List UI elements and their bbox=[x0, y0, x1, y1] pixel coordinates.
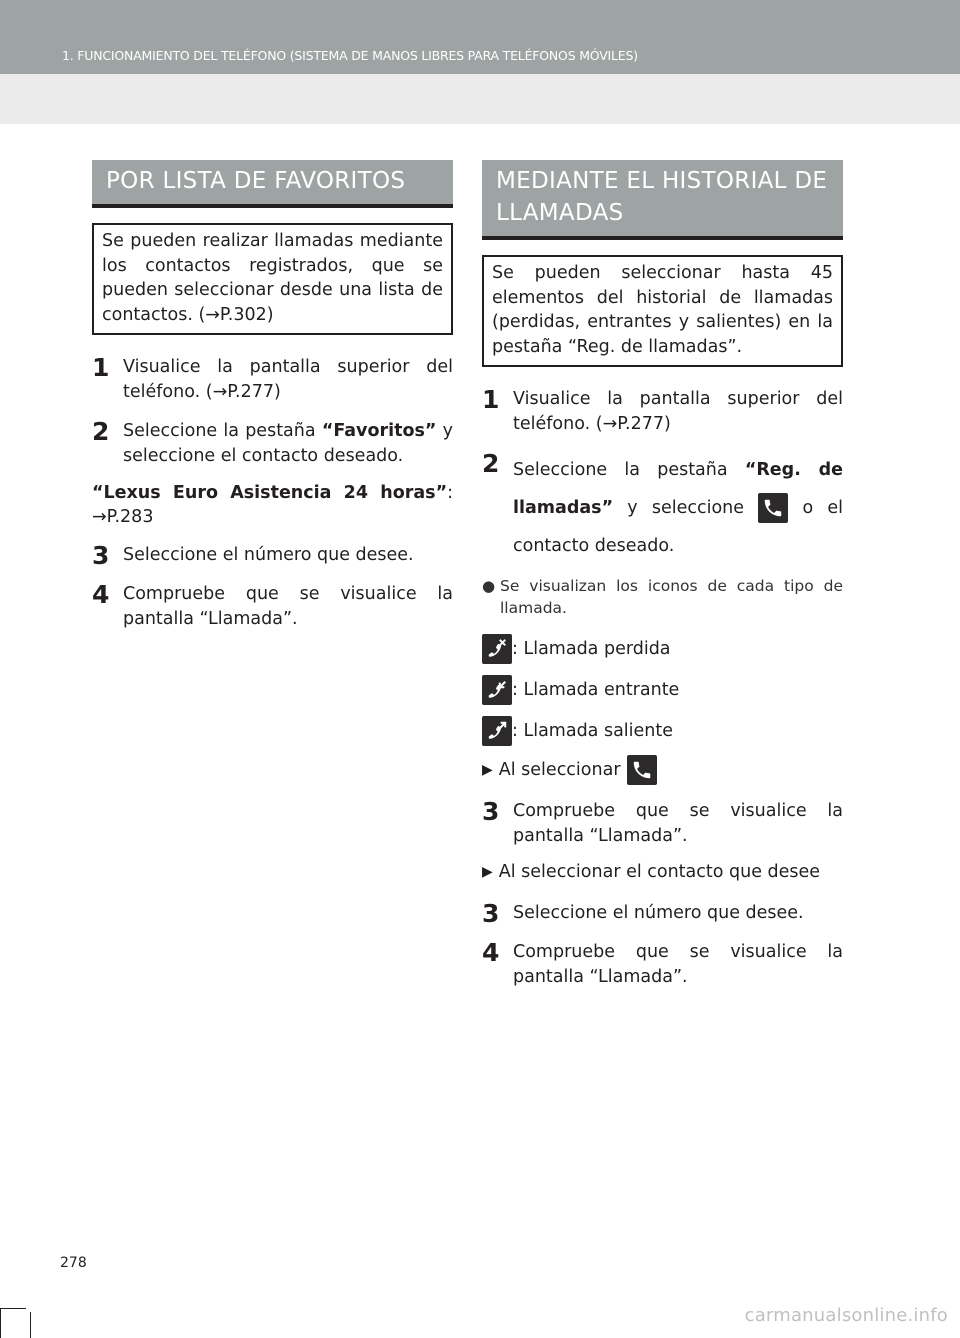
step-text: Visualice la pantalla superior del teléfono. (→P.277) bbox=[123, 357, 453, 402]
step-4 bbox=[482, 940, 843, 990]
missed-call-icon bbox=[482, 634, 512, 664]
step-1 bbox=[482, 387, 843, 437]
tab-name-favorites: “Favoritos” bbox=[321, 421, 437, 441]
crop-mark bbox=[30, 1312, 31, 1338]
page-number: 278 bbox=[60, 1255, 87, 1271]
step-3-contact bbox=[482, 901, 843, 926]
step-text-part: Seleccione la pestaña bbox=[123, 421, 322, 441]
incoming-call-icon bbox=[482, 675, 512, 705]
step-text-part: o el contacto deseado. bbox=[513, 498, 843, 556]
step-text bbox=[513, 451, 843, 565]
triangle-arrow-icon: ▶ bbox=[482, 864, 493, 880]
step-text bbox=[123, 419, 453, 469]
step-number: 4 bbox=[482, 938, 500, 967]
phone-icon bbox=[627, 755, 657, 785]
subsection-text: Al seleccionar bbox=[498, 760, 621, 780]
step-number: 4 bbox=[92, 580, 110, 609]
step-number: 1 bbox=[92, 353, 110, 382]
step-1 bbox=[92, 355, 453, 405]
step-text: Compruebe que se visualice la pantalla “Llamada”. bbox=[123, 584, 453, 629]
step-number: 2 bbox=[92, 417, 110, 446]
bullet-dot: ● bbox=[482, 577, 496, 595]
note-label: “Lexus Euro Asistencia 24 horas” bbox=[92, 483, 448, 503]
step-text: Compruebe que se visualice la pantalla “Llamada”. bbox=[513, 801, 843, 846]
subsection-select-contact bbox=[482, 857, 843, 887]
step-number: 1 bbox=[482, 385, 500, 414]
step-text: Seleccione el número que desee. bbox=[513, 903, 804, 923]
triangle-arrow-icon: ▶ bbox=[482, 762, 493, 778]
crop-mark bbox=[0, 1308, 1, 1338]
section-heading-favorites: POR LISTA DE FAVORITOS bbox=[92, 160, 453, 208]
step-text: Seleccione el número que desee. bbox=[123, 545, 414, 565]
chapter-title: 1. FUNCIONAMIENTO DEL TELÉFONO (SISTEMA DE MANOS LIBRES PARA TELÉFONOS MÓVILES) bbox=[62, 48, 638, 63]
step-number: 3 bbox=[482, 797, 500, 826]
intro-box: Se pueden realizar llamadas mediante los contactos registrados, que se pueden seleccionar desde una lista de contactos. (→P.302) bbox=[92, 223, 453, 335]
left-column bbox=[92, 160, 453, 632]
phone-icon bbox=[758, 493, 788, 523]
legend-missed bbox=[482, 633, 843, 665]
step-number: 3 bbox=[92, 541, 110, 570]
subsection-select-phone bbox=[482, 755, 843, 785]
step-number: 2 bbox=[482, 449, 500, 478]
bullet-icons-note bbox=[482, 575, 843, 619]
step-3-phone bbox=[482, 799, 843, 849]
legend-text: : Llamada perdida bbox=[512, 639, 671, 659]
bullet-text: Se visualizan los iconos de cada tipo de llamada. bbox=[500, 577, 843, 617]
note-ref: : →P.283 bbox=[92, 483, 453, 527]
watermark: carmanualsonline.info bbox=[744, 1305, 948, 1326]
legend-text: : Llamada entrante bbox=[512, 680, 680, 700]
step-text-part: Seleccione la pestaña bbox=[513, 460, 745, 480]
right-column bbox=[482, 160, 843, 990]
legend-outgoing bbox=[482, 715, 843, 747]
legend-text: : Llamada saliente bbox=[512, 721, 674, 741]
section-heading-history: MEDIANTE EL HISTORIAL DE LLAMADAS bbox=[482, 160, 843, 240]
step-text: Compruebe que se visualice la pantalla “Llamada”. bbox=[513, 942, 843, 987]
step-text: Visualice la pantalla superior del teléfono. (→P.277) bbox=[513, 389, 843, 434]
step-3 bbox=[92, 543, 453, 568]
note-assistance bbox=[92, 481, 453, 529]
outgoing-call-icon bbox=[482, 716, 512, 746]
step-2 bbox=[482, 451, 843, 565]
step-text-part: y seleccione el contacto deseado. bbox=[123, 421, 453, 466]
step-text-part: y seleccione bbox=[613, 498, 759, 518]
tab-name-call-log: “Reg. de llamadas” bbox=[513, 460, 843, 518]
step-2 bbox=[92, 419, 453, 469]
intro-box: Se pueden seleccionar hasta 45 elementos del historial de llamadas (perdidas, entrantes y salientes) en la pestaña “Reg. de llamadas”. bbox=[482, 255, 843, 367]
step-number: 3 bbox=[482, 899, 500, 928]
legend-incoming bbox=[482, 674, 843, 706]
step-4 bbox=[92, 582, 453, 632]
subsection-text: Al seleccionar el contacto que desee bbox=[498, 862, 821, 882]
crop-mark bbox=[0, 1308, 26, 1309]
